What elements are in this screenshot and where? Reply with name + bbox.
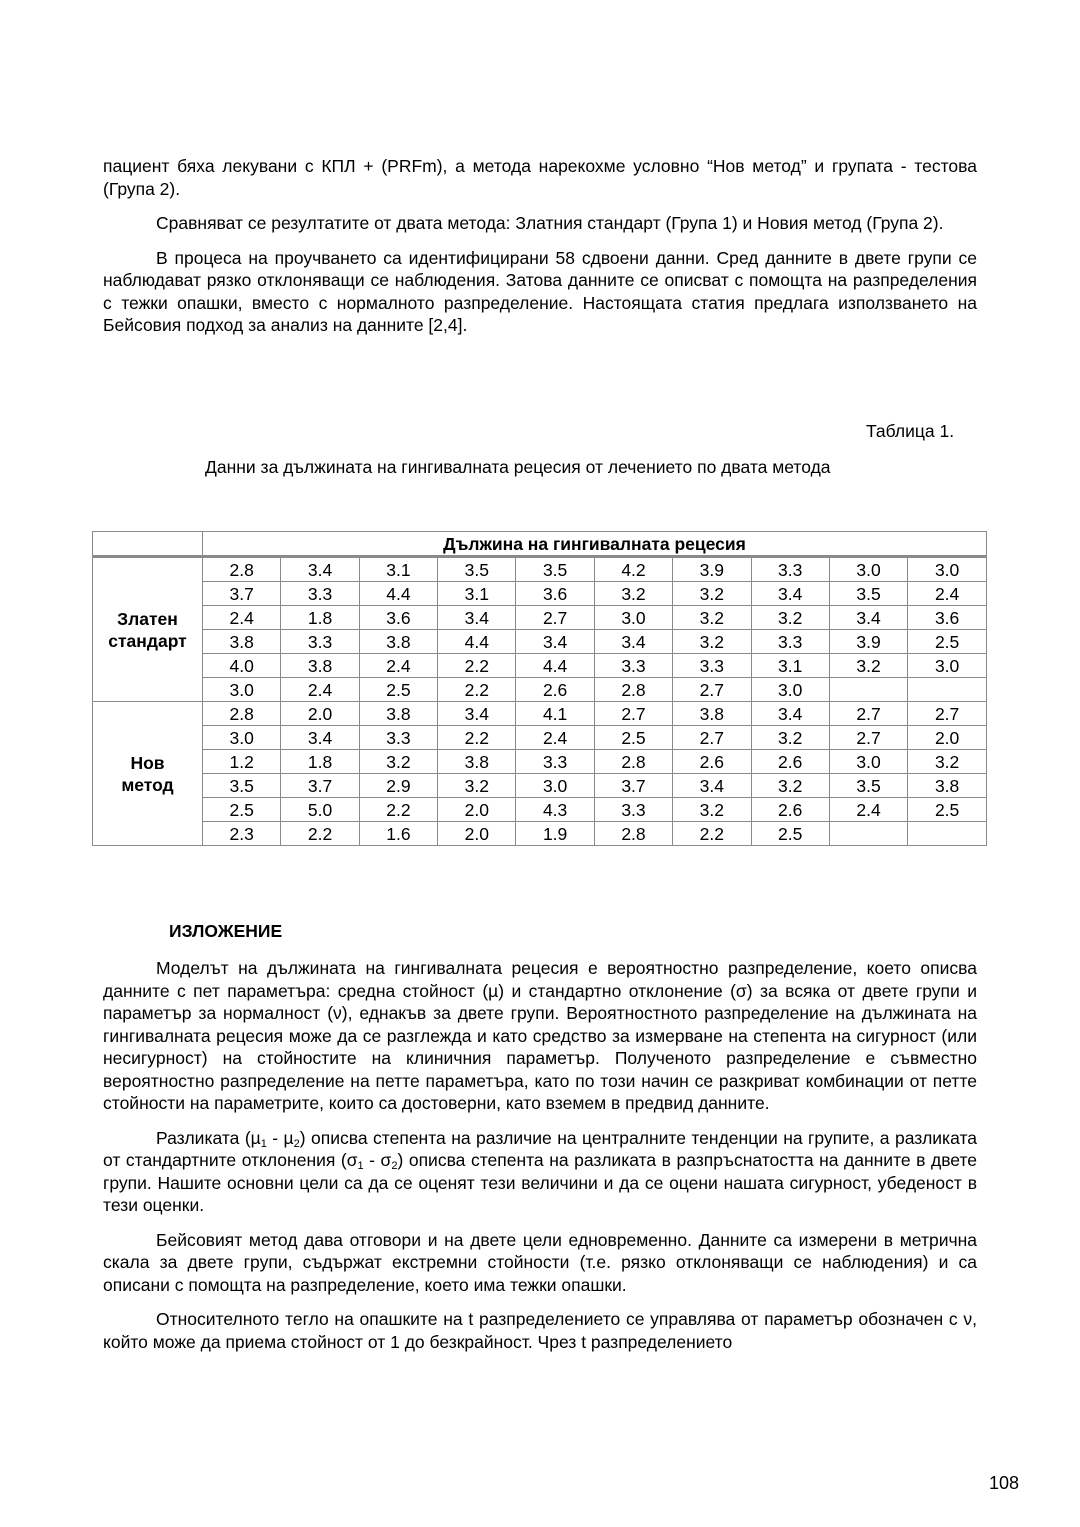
table-cell: 2.3 [203,822,281,846]
table-cell: 3.0 [908,654,987,678]
section-block [103,920,977,1353]
intro-block [103,155,977,337]
table-cell: 2.7 [594,702,672,726]
table-cell: 3.6 [359,606,437,630]
table-cell: 2.0 [438,822,516,846]
table-cell: 2.6 [673,750,751,774]
table-cell: 2.0 [438,798,516,822]
group-label-line-1: Нов [130,752,165,773]
table-cell: 3.5 [438,557,516,582]
table-cell: 3.0 [751,678,829,702]
table-cell [829,678,907,702]
table-cell: 2.4 [281,678,359,702]
table-cell: 3.4 [751,582,829,606]
table-cell: 3.4 [751,702,829,726]
group-label-line-1: Златен [117,608,178,629]
table-cell: 3.7 [281,774,359,798]
section-paragraph-3: Бейсовият метод дава отговори и на двете цели едновременно. Данните са измерени в метрична скала за двете групи, съдържат екстремни стойности (т.е. рязко отклоняващи се наблюдения) и са описани с помощта на разпределение, което има тежки опашки. [103,1229,977,1295]
table-cell: 2.4 [359,654,437,678]
table-cell: 2.2 [438,726,516,750]
table-row [93,774,987,798]
table-cell: 2.7 [673,678,751,702]
table-cell: 3.8 [359,630,437,654]
table-cell [908,822,987,846]
table-cell: 3.2 [751,606,829,630]
table-cell: 2.7 [516,606,594,630]
table-cell: 2.8 [203,702,281,726]
table-cell: 3.9 [673,557,751,582]
table-cell: 2.2 [359,798,437,822]
table-cell: 3.8 [908,774,987,798]
table-cell: 3.1 [438,582,516,606]
table-cell: 2.8 [594,822,672,846]
table-cell: 3.1 [751,654,829,678]
table-cell: 3.2 [594,582,672,606]
table-cell: 2.2 [673,822,751,846]
table-cell: 3.5 [829,582,907,606]
table-cell: 4.4 [438,630,516,654]
table-cell: 3.3 [359,726,437,750]
table-cell: 3.4 [673,774,751,798]
table-cell: 2.5 [203,798,281,822]
table-row [93,582,987,606]
table-cell: 3.4 [281,726,359,750]
table-cell: 2.8 [203,557,281,582]
table-cell: 2.5 [359,678,437,702]
table-cell: 3.6 [908,606,987,630]
table-cell: 3.2 [673,798,751,822]
table-cell: 2.6 [751,798,829,822]
table-row [93,606,987,630]
table-row [93,702,987,726]
header-corner-cell [93,532,203,557]
table-cell: 3.9 [829,630,907,654]
table-cell: 3.8 [203,630,281,654]
table-cell: 3.3 [673,654,751,678]
table-cell: 2.2 [438,678,516,702]
table-cell: 3.4 [438,606,516,630]
table-cell: 3.3 [281,630,359,654]
table-cell: 3.5 [829,774,907,798]
table-cell: 3.3 [594,654,672,678]
table-cell: 2.0 [908,726,987,750]
table-cell: 3.3 [751,630,829,654]
table-cell: 4.2 [594,557,672,582]
group-label-line-2: стандарт [108,630,187,651]
table-cell: 2.4 [829,798,907,822]
table-cell: 2.6 [516,678,594,702]
table-cell: 3.2 [438,774,516,798]
table-cell [829,822,907,846]
table-cell: 2.6 [751,750,829,774]
table-cell: 2.8 [594,678,672,702]
table-cell: 3.4 [516,630,594,654]
table-cell: 3.2 [751,774,829,798]
table-cell: 3.8 [359,702,437,726]
table-cell: 3.0 [829,557,907,582]
table-cell: 3.4 [438,702,516,726]
table-cell: 3.2 [908,750,987,774]
table-cell: 3.0 [829,750,907,774]
table-cell: 4.4 [516,654,594,678]
table-cell: 2.5 [908,798,987,822]
intro-paragraph-1: пациент бяха лекувани с КПЛ + (PRFm), а метода нарекохме условно “Нов метод” и групата - тестова (Група 2). [103,156,977,199]
table-header-row [93,532,987,557]
table-cell: 3.6 [516,582,594,606]
table-cell: 1.8 [281,750,359,774]
table-cell: 2.2 [281,822,359,846]
table-cell: 3.3 [516,750,594,774]
table-cell: 2.7 [829,726,907,750]
table-row [93,750,987,774]
table-cell: 2.8 [594,750,672,774]
table-cell: 2.4 [908,582,987,606]
table-cell: 3.0 [203,726,281,750]
table-cell: 3.3 [751,557,829,582]
table-cell: 2.4 [203,606,281,630]
table-cell: 3.2 [673,630,751,654]
table-cell: 4.1 [516,702,594,726]
data-table [92,531,987,846]
table-cell: 2.7 [673,726,751,750]
intro-paragraph-2: Сравняват се резултатите от двата метода: Златния стандарт (Група 1) и Новия метод (Група 2). [156,213,944,233]
table-row [93,557,987,582]
table-cell: 2.4 [516,726,594,750]
table-cell: 4.0 [203,654,281,678]
table-row [93,822,987,846]
table-cell: 3.2 [359,750,437,774]
table-cell: 3.2 [829,654,907,678]
table-cell: 3.2 [751,726,829,750]
group-label-line-2: метод [121,774,174,795]
table-row [93,654,987,678]
table-number: Таблица 1. [866,421,955,441]
table-cell: 2.7 [829,702,907,726]
table-cell: 3.1 [359,557,437,582]
table-cell: 3.4 [281,557,359,582]
table-cell: 3.2 [673,582,751,606]
table-cell: 1.8 [281,606,359,630]
table-cell: 3.5 [203,774,281,798]
table-cell [908,678,987,702]
table-cell: 2.9 [359,774,437,798]
table-cell: 3.5 [516,557,594,582]
table-cell: 4.3 [516,798,594,822]
table-cell: 3.0 [516,774,594,798]
table-cell: 2.5 [751,822,829,846]
page-number: 108 [989,1473,1020,1493]
table-cell: 2.2 [438,654,516,678]
table-cell: 2.0 [281,702,359,726]
table-cell: 1.6 [359,822,437,846]
table-cell: 1.9 [516,822,594,846]
table-cell: 3.4 [829,606,907,630]
table-cell: 2.5 [908,630,987,654]
group-label [93,702,203,846]
intro-paragraph-3: В процеса на проучването са идентифицирани 58 сдвоени данни. Сред данните в двете групи се наблюдават рязко отклоняващи се наблюдения. Затова данните се описват с помощта на разпределения с тежки опашки, вместо с нормалното разпределение. Настоящата статия предлага използването на Бейсовия подход за анализ на данните [2,4]. [103,247,977,335]
table-cell: 3.8 [673,702,751,726]
table-cell: 3.0 [594,606,672,630]
table-row [93,678,987,702]
table-cell: 3.3 [594,798,672,822]
table-cell: 5.0 [281,798,359,822]
table-cell: 3.4 [594,630,672,654]
table-row [93,726,987,750]
group-label [93,557,203,702]
table-cell: 3.8 [281,654,359,678]
section-paragraph-4: Относителното тегло на опашките на t разпределението се управлява от параметър обозначен с ν, който може да приема стойност от 1 до безкрайност. Чрез t разпределението [103,1309,977,1352]
table-cell: 3.2 [673,606,751,630]
table-row [93,630,987,654]
table-cell: 3.8 [438,750,516,774]
section-paragraph-2: Разликата (µ$_1$ - µ$_2$) описва степента на различие на централните тенденции на групите, а разликата от стандартните отклонения $(\sigma_1 - \sigma_2)$ описва степента на разликата в разпръснатостта на данните в двете групи. Нашите основни цели са да се оценят тези величини и да се оцени нашата сигурност, убеденост в тези оценки. [103,1127,978,1215]
table-cell: 2.7 [908,702,987,726]
table-cell: 3.7 [203,582,281,606]
table-title: Данни за дължината на гингивалната рецесия от лечението по двата метода [205,457,831,477]
section-paragraph-1: Моделът на дължината на гингивалната рецесия е вероятностно разпределение, което описва данните с пет параметъра: средна стойност (µ) и стандартно отклонение (σ) за всяка от двете групи и параметър за нормалност (ν), еднакъв за двете групи. Вероятностното разпределение на дължината на гингивалната рецесия може да се разглежда и като средство за измерване на степента на сигурност (или несигурност) на стойностите на клиничния параметър. Полученото разпределение е съвместно вероятностно разпределение на петте параметъра, като по този начин се разкриват комбинации от петте стойности на параметрите, които са достоверни, като вземем в предвид данните. [103,958,977,1113]
table-cell: 3.3 [281,582,359,606]
table-cell: 2.5 [594,726,672,750]
table-cell: 3.0 [203,678,281,702]
table-header: Дължина на гингивалната рецесия [203,532,987,557]
table-cell: 3.7 [594,774,672,798]
table-cell: 4.4 [359,582,437,606]
table-cell: 1.2 [203,750,281,774]
table-cell: 3.0 [908,557,987,582]
section-heading: ИЗЛОЖЕНИЕ [169,921,283,941]
table-row [93,798,987,822]
